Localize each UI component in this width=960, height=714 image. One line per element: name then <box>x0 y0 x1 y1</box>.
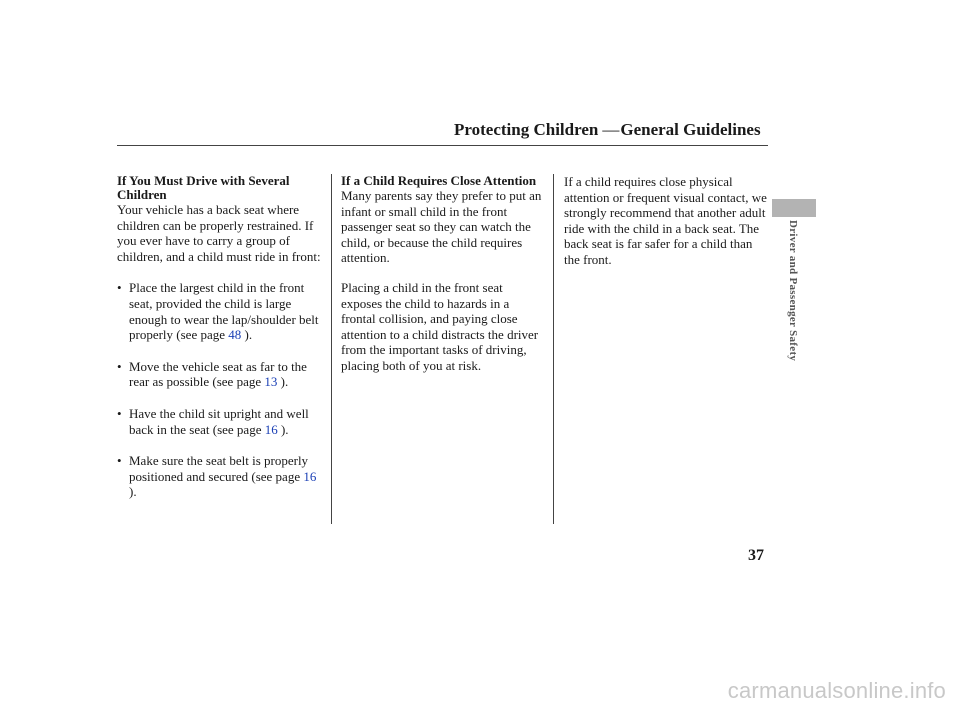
list-item-suffix: ). <box>277 374 289 390</box>
page-link[interactable]: 16 <box>303 468 317 484</box>
list-item <box>117 406 322 437</box>
header-rule <box>117 145 768 146</box>
section-tab-label: Driver and Passenger Safety <box>787 220 799 362</box>
page-header <box>454 120 761 140</box>
paragraph: Many parents say they prefer to put an infant or small child in the front passenger seat so they can watch the child, or because the child requires attention. <box>341 188 542 266</box>
page-number: 37 <box>748 547 764 564</box>
list-item-suffix: ). <box>241 327 253 343</box>
section-heading-close-attention: If a Child Requires Close Attention <box>341 173 537 188</box>
list-item-text: Place the largest child in the front seat, provided the child is large enough to wear the lap/shoulder belt properly (see page <box>129 280 319 343</box>
list-item <box>117 359 322 390</box>
paragraph: Placing a child in the front seat exposes the child to hazards in a frontal collision, and paying close attention to a child distracts the driver from the important tasks of driving, placing both of you at risk. <box>341 279 539 373</box>
bullet-icon: • <box>117 453 122 469</box>
list-item-text: Move the vehicle seat as far to the rear as possible (see page <box>129 358 307 390</box>
list-item-suffix: ). <box>129 484 137 500</box>
page-link[interactable]: 16 <box>264 421 278 437</box>
list-item-suffix: ). <box>277 421 289 437</box>
paragraph: If a child requires close physical attention or frequent visual contact, we strongly recommend that another adult ride with the child in a back seat. The back seat is far safer for a child than the front. <box>564 174 767 267</box>
list-item <box>117 280 322 342</box>
guideline-list <box>117 280 322 500</box>
column-divider-2 <box>553 174 554 524</box>
bullet-icon: • <box>117 358 122 374</box>
bullet-icon: • <box>117 280 122 296</box>
page-link[interactable]: 48 <box>228 327 242 343</box>
column-1 <box>117 174 322 516</box>
header-title: Protecting Children <box>454 120 599 139</box>
column-2 <box>341 174 546 374</box>
section-heading-several-children: If You Must Drive with Several Children <box>117 173 290 202</box>
list-item-text: Make sure the seat belt is properly positioned and secured (see page <box>129 453 309 484</box>
list-item <box>117 453 322 500</box>
page-link[interactable]: 13 <box>264 374 278 390</box>
list-item-text: Have the child sit upright and well back in the seat (see page <box>129 405 309 437</box>
intro-paragraph: Your vehicle has a back seat where children can be properly restrained. If you ever have to carry a group of children, and a child must ride in front: <box>117 202 321 264</box>
header-separator: — <box>602 120 620 139</box>
watermark: carmanualsonline.info <box>727 678 946 703</box>
section-tab <box>772 199 816 217</box>
column-3 <box>564 174 769 268</box>
bullet-icon: • <box>117 405 122 421</box>
column-divider-1 <box>331 174 332 524</box>
header-subtitle: General Guidelines <box>620 120 761 139</box>
